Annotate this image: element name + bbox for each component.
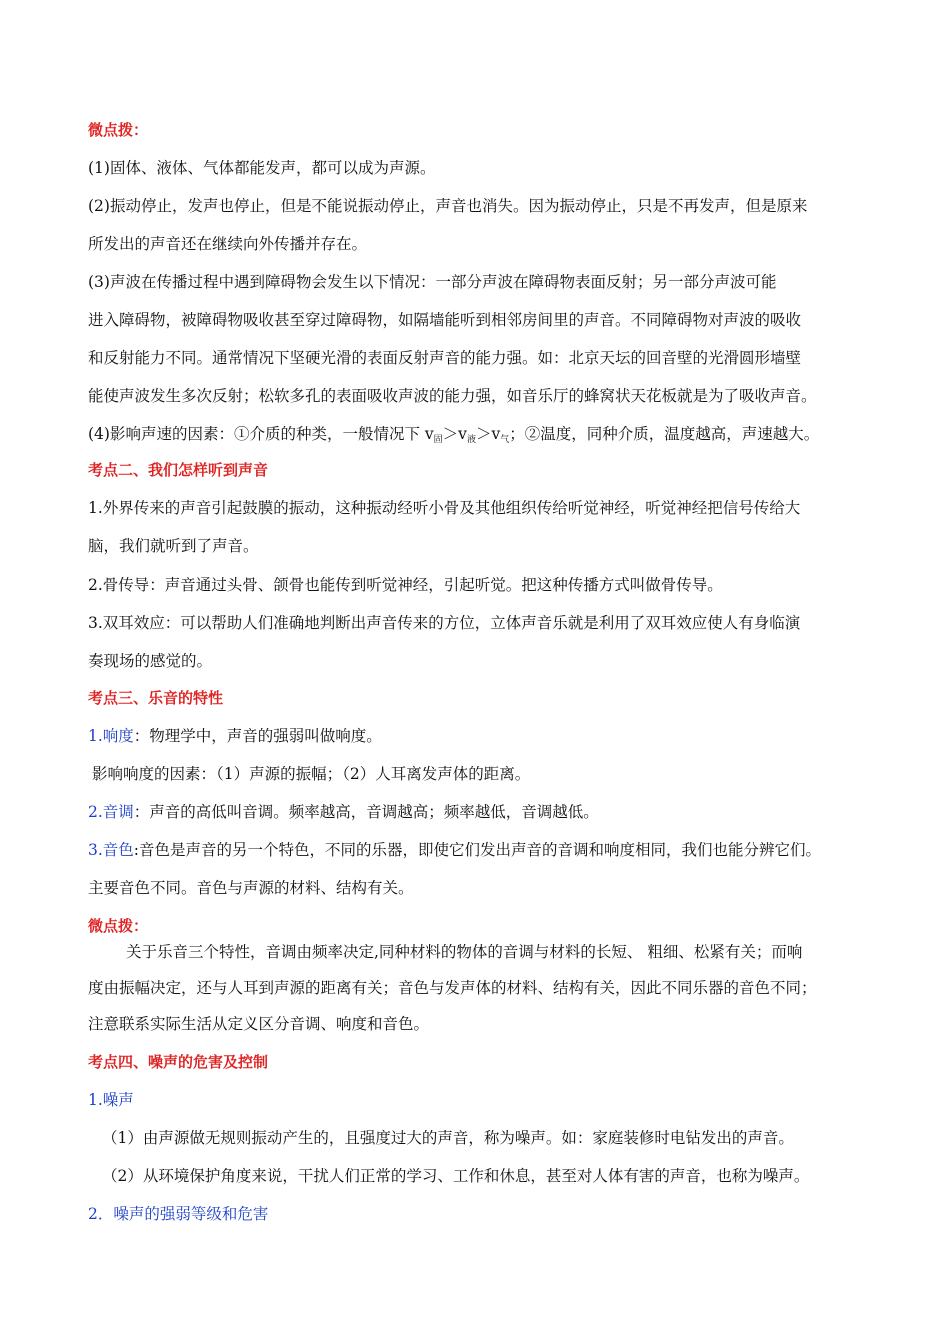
section-heading: 考点四、噪声的危害及控制 — [88, 1053, 269, 1071]
text-part: ＞v — [475, 425, 501, 443]
paragraph: 影响响度的因素：（1）声源的振幅；（2）人耳离发声体的距离。 — [92, 765, 531, 783]
paragraph: (2)振动停止，发声也停止，但是不能说振动停止，声音也消失。因为振动停止，只是不再发声，但是原来 — [88, 197, 808, 215]
text-part: ＞v — [442, 425, 467, 443]
text-part: ：声音的高低叫音调。频率越高，音调越高；频率越低，音调越低。 — [133, 803, 599, 821]
subsection-heading: 2．噪声的强弱等级和危害 — [88, 1205, 269, 1223]
term-label: 3.音色 — [88, 841, 134, 859]
section-heading: 考点二、我们怎样听到声音 — [88, 461, 269, 479]
paragraph: 所发出的声音还在继续向外传播并存在。 — [88, 235, 368, 253]
text-part: ：物理学中，声音的强弱叫做响度。 — [133, 727, 382, 745]
sound-speed-factors — [88, 422, 819, 452]
term-label: 2.音调 — [88, 803, 134, 821]
paragraph: 奏现场的感觉的。 — [88, 652, 213, 670]
subscript: 气 — [500, 435, 510, 445]
term-label: 1.响度 — [88, 727, 134, 745]
paragraph: 能使声波发生多次反射；松软多孔的表面吸收声波的能力强，如音乐厅的蜂窝状天花板就是为了吸收声音。 — [88, 387, 817, 405]
paragraph: （1）由声源做无规则振动产生的，且强度过大的声音，称为噪声。如：家庭装修时电钻发出的声音。 — [102, 1129, 794, 1147]
paragraph: 2.骨传导：声音通过头骨、颌骨也能传到听觉神经，引起听觉。把这种传播方式叫做骨传导。 — [88, 576, 723, 594]
tip-heading: 微点拨： — [88, 917, 149, 935]
paragraph: 进入障碍物，被障碍物吸收甚至穿过障碍物，如隔墙能听到相邻房间里的声音。不同障碍物对声波的吸收 — [88, 311, 802, 329]
section-heading: 考点三、乐音的特性 — [88, 689, 224, 707]
timbre-definition — [88, 838, 821, 862]
subscript: 液 — [466, 435, 476, 445]
subscript: 固 — [433, 435, 443, 445]
text-part: ；②温度，同种介质，温度越高，声速越大。 — [509, 425, 820, 443]
paragraph: 和反射能力不同。通常情况下坚硬光滑的表面反射声音的能力强。如：北京天坛的回音壁的光滑圆形墙壁 — [88, 349, 802, 367]
paragraph: 脑，我们就听到了声音。 — [88, 537, 259, 555]
paragraph: (3)声波在传播过程中遇到障碍物会发生以下情况：一部分声波在障碍物表面反射；另一部分声波可能 — [88, 273, 777, 291]
paragraph: (1)固体、液体、气体都能发声，都可以成为声源。 — [88, 159, 436, 177]
tip-heading: 微点拨： — [88, 121, 149, 139]
paragraph: 度由振幅决定，还与人耳到声源的距离有关；音色与发声体的材料、结构有关，因此不同乐器的音色不同； — [88, 979, 817, 997]
pitch-definition — [88, 800, 599, 824]
subsection-heading: 1.噪声 — [88, 1091, 134, 1109]
paragraph: 注意联系实际生活从定义区分音调、响度和音色。 — [88, 1015, 430, 1033]
paragraph: 1.外界传来的声音引起鼓膜的振动，这种振动经听小骨及其他组织传给听觉神经，听觉神经把信号传给大 — [88, 499, 801, 517]
paragraph: 主要音色不同。音色与声源的材料、结构有关。 — [88, 879, 414, 897]
text-part: (4)影响声速的因素：①介质的种类，一般情况下 v — [88, 425, 434, 443]
paragraph: （2）从环境保护角度来说，干扰人们正常的学习、工作和休息，甚至对人体有害的声音，也称为噪声。 — [102, 1167, 810, 1185]
loudness-definition — [88, 724, 382, 748]
paragraph: 3.双耳效应：可以帮助人们准确地判断出声音传来的方位，立体声音乐就是利用了双耳效应使人有身临演 — [88, 614, 801, 632]
paragraph: 关于乐音三个特性，音调由频率决定,同种材料的物体的音调与材料的长短、 粗细、松紧有关；而响 — [126, 943, 803, 961]
text-part: :音色是声音的另一个特色，不同的乐器，即使它们发出声音的音调和响度相同，我们也能分辨它们。 — [133, 841, 822, 859]
